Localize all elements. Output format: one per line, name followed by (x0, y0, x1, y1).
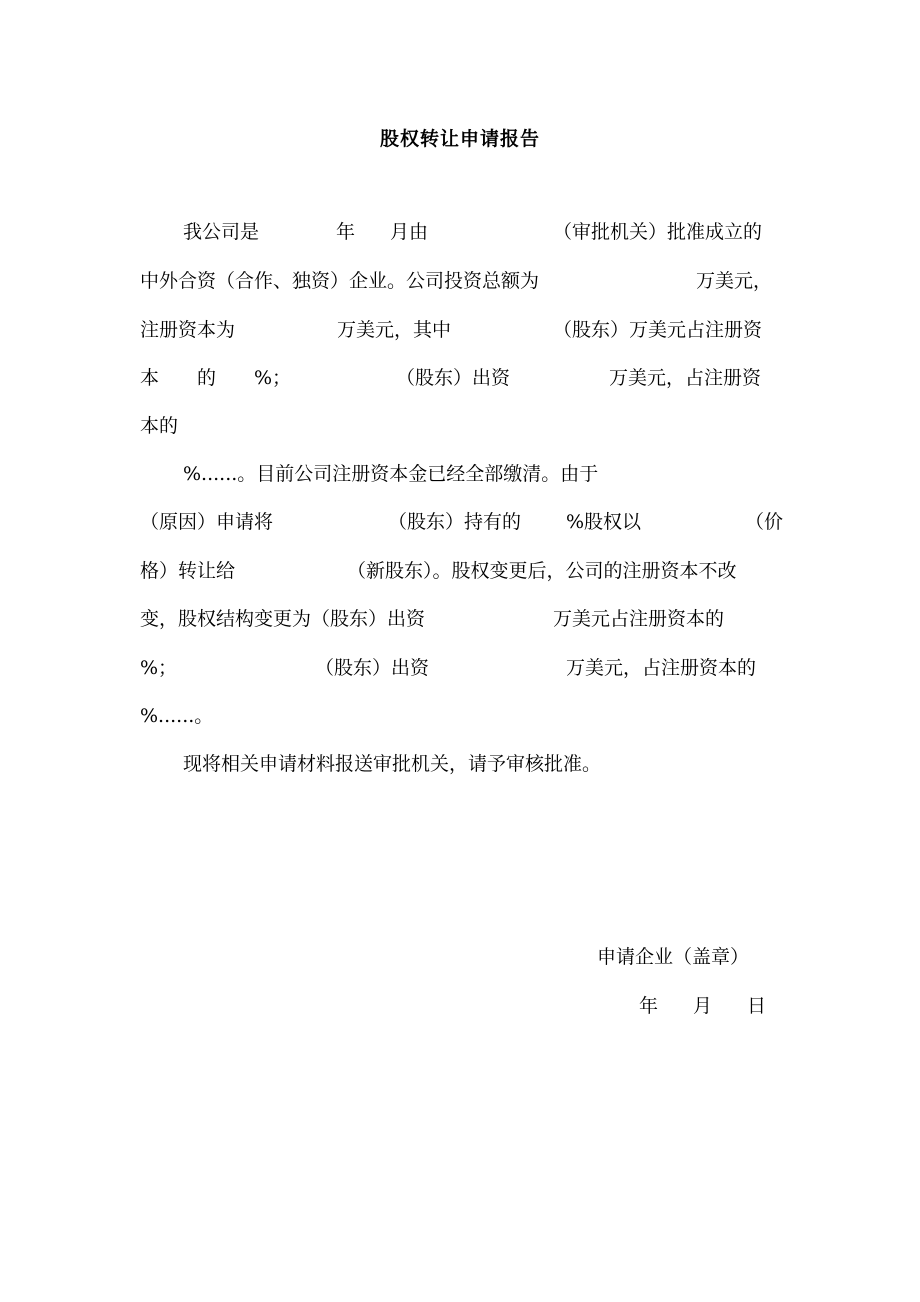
text-segment: 万美元，其中 (337, 319, 452, 341)
date-month-label: 月 (693, 995, 713, 1017)
text-segment: 万美元，占注册资本的 (566, 657, 757, 679)
text-segment: %； (254, 367, 292, 389)
body-line-8 (0, 559, 920, 583)
text-segment: （股东）出资 (315, 657, 430, 679)
signature-date-line (0, 994, 920, 1018)
text-segment: 我公司是 (183, 221, 260, 243)
text-segment: 中外合资（合作、独资）企业。公司投资总额为 (140, 270, 540, 292)
body-line-12 (0, 752, 920, 776)
text-segment: （股东）出资 (396, 367, 511, 389)
text-segment: （股东）万美元占注册资 (553, 319, 763, 341)
text-segment: %； (140, 657, 178, 679)
body-line-11 (0, 704, 920, 728)
body-line-5 (0, 414, 920, 438)
signature-applicant-line (0, 945, 920, 969)
text-segment: （股东）持有的 (388, 511, 522, 533)
document-title: 股权转让申请报告 (379, 128, 540, 150)
text-segment: 年 (336, 221, 356, 243)
text-segment: 的 (197, 367, 217, 389)
text-segment: 变，股权结构变更为（股东）出资 (140, 608, 426, 630)
text-segment: %股权以 (566, 511, 642, 533)
body-line-6 (0, 462, 920, 486)
text-segment: 万美元， (696, 270, 773, 292)
text-segment: 万美元占注册资本的 (553, 608, 725, 630)
text-segment: 格）转让给 (140, 560, 236, 582)
applicant-seal-label: 申请企业（盖章） (597, 946, 750, 968)
date-year-label: 年 (639, 995, 659, 1017)
body-line-4 (0, 366, 920, 390)
text-segment: %......。目前公司注册资本金已经全部缴清。由于 (183, 463, 599, 485)
text-segment: 现将相关申请材料报送审批机关，请予审核批准。 (183, 753, 602, 775)
text-segment: 万美元，占注册资 (609, 367, 762, 389)
date-day-label: 日 (747, 995, 767, 1017)
text-segment: （审批机关）批准成立的 (553, 221, 763, 243)
text-segment: 月由 (390, 221, 429, 243)
text-segment: 本的 (140, 415, 179, 437)
text-segment: （新股东）。股权变更后，公司的注册资本不改 (347, 560, 737, 582)
body-line-2 (0, 269, 920, 293)
text-segment: （原因）申请将 (140, 511, 274, 533)
body-line-10 (0, 656, 920, 680)
body-line-3 (0, 318, 920, 342)
text-segment: 本 (140, 367, 160, 389)
text-segment: （价 (745, 511, 784, 533)
body-line-7 (0, 510, 920, 534)
body-line-1 (0, 220, 920, 244)
body-line-9 (0, 607, 920, 631)
text-segment: %......。 (140, 705, 214, 727)
text-segment: 注册资本为 (140, 319, 236, 341)
